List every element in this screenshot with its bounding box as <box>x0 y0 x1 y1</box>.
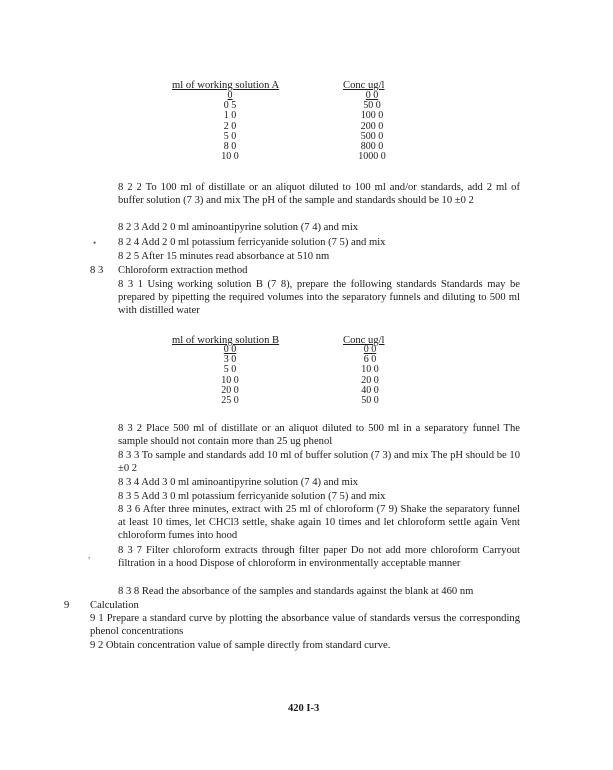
table-a-ml-column <box>212 91 248 162</box>
section-9-number: 9 <box>64 600 70 611</box>
margin-mark: • <box>93 238 97 248</box>
table-a-ml-cell: 2 0 <box>223 120 237 132</box>
table-b-ml-cell: 5 0 <box>223 364 237 376</box>
margin-mark: , <box>88 550 91 560</box>
step-8-3-7: 8 3 7 Filter chloroform extracts through filter paper Do not add more chloroform Carryout filtration in a hood Dispose of chloroform in environmentally acceptable manner <box>118 545 520 569</box>
table-b-header-conc: Conc ug/l <box>343 335 385 346</box>
table-a-conc-cell: 1000 0 <box>358 151 386 163</box>
step-9-2: 9 2 Obtain concentration value of sample directly from standard curve. <box>90 640 391 651</box>
table-b-conc-cell: 6 0 <box>363 354 377 366</box>
step-8-2-4: 8 2 4 Add 2 0 ml potassium ferricyanide solution (7 5) and mix <box>118 237 386 248</box>
table-b-ml-cell: 25 0 <box>221 394 239 406</box>
table-a-conc-cell: 200 0 <box>360 120 384 132</box>
table-a-conc-column <box>348 91 396 162</box>
step-8-3-6: 8 3 6 After three minutes, extract with 25 ml of chloroform (7 9) Shake the separatory funnel at least 10 times, let CHCl3 settle, shake again 10 times and let chloroform settle again Vent chloroform fumes into hood <box>118 504 520 541</box>
table-a-header-conc: Conc ug/l <box>343 80 385 91</box>
table-a-ml-cell: 10 0 <box>221 151 239 163</box>
table-a-ml-cell: 0 <box>227 90 233 101</box>
table-b-ml-cell: 10 0 <box>221 374 239 386</box>
table-a-ml-cell: 1 0 <box>223 110 237 122</box>
step-8-3-8: 8 3 8 Read the absorbance of the samples and standards against the blank at 460 nm <box>118 586 474 597</box>
step-8-3-1: 8 3 1 Using working solution B (7 8), prepare the following standards Standards may be prepared by pipetting the required volumes into the separatory funnels and diluting to 500 ml with distilled water <box>118 279 520 316</box>
table-b-ml-cell: 3 0 <box>223 354 237 366</box>
section-9-title: Calculation <box>90 600 139 611</box>
table-b-ml-column <box>212 345 248 406</box>
table-b-conc-column <box>348 345 392 406</box>
step-8-3-2: 8 3 2 Place 500 ml of distillate or an aliquot diluted to 500 ml in a separatory funnel The sample should not contain more than 25 ug phenol <box>118 423 520 447</box>
table-b-conc-cell: 50 0 <box>361 394 379 406</box>
step-8-3-5: 8 3 5 Add 3 0 ml potassium ferricyanide solution (7 5) and mix <box>118 491 386 502</box>
step-8-3-4: 8 3 4 Add 3 0 ml aminoantipyrine solution (7 4) and mix <box>118 477 359 488</box>
table-b-ml-cell: 0 0 <box>223 344 237 355</box>
step-8-3-3: 8 3 3 To sample and standards add 10 ml of buffer solution (7 3) and mix The pH should be 10 ±0 2 <box>118 450 520 474</box>
table-b-header-ml: ml of working solution B <box>172 335 280 346</box>
step-8-2-2: 8 2 2 To 100 ml of distillate or an aliquot diluted to 100 ml and/or standards, add 2 ml of buffer solution (7 3) and mix The pH of the sample and standards should be 10 ±0 2 <box>118 182 520 206</box>
table-a-conc-cell: 0 0 <box>365 90 379 101</box>
table-b-conc-cell: 20 0 <box>361 374 379 386</box>
table-b-conc-cell: 40 0 <box>361 384 379 396</box>
step-9-1: 9 1 Prepare a standard curve by plotting the absorbance value of standards versus the corresponding phenol concentrations <box>90 613 520 637</box>
table-a-ml-cell: 5 0 <box>223 130 237 142</box>
table-a-conc-cell: 100 0 <box>360 110 384 122</box>
table-b-ml-cell: 20 0 <box>221 384 239 396</box>
page-number: 420 I-3 <box>288 703 320 714</box>
step-8-2-3: 8 2 3 Add 2 0 ml aminoantipyrine solution (7 4) and mix <box>118 222 359 233</box>
section-8-3-title: Chloroform extraction method <box>118 265 248 276</box>
table-b-conc-cell: 0 0 <box>363 344 377 355</box>
section-8-3-number: 8 3 <box>90 265 104 276</box>
table-a-ml-cell: 8 0 <box>223 140 237 152</box>
table-a-ml-cell: 0 5 <box>223 100 237 112</box>
table-a-conc-cell: 50 0 <box>363 100 381 112</box>
table-b-conc-cell: 10 0 <box>361 364 379 376</box>
table-a-header-ml: ml of working solution A <box>172 80 280 91</box>
table-a-conc-cell: 800 0 <box>360 140 384 152</box>
step-8-2-5: 8 2 5 After 15 minutes read absorbance at 510 nm <box>118 251 330 262</box>
table-a-conc-cell: 500 0 <box>360 130 384 142</box>
